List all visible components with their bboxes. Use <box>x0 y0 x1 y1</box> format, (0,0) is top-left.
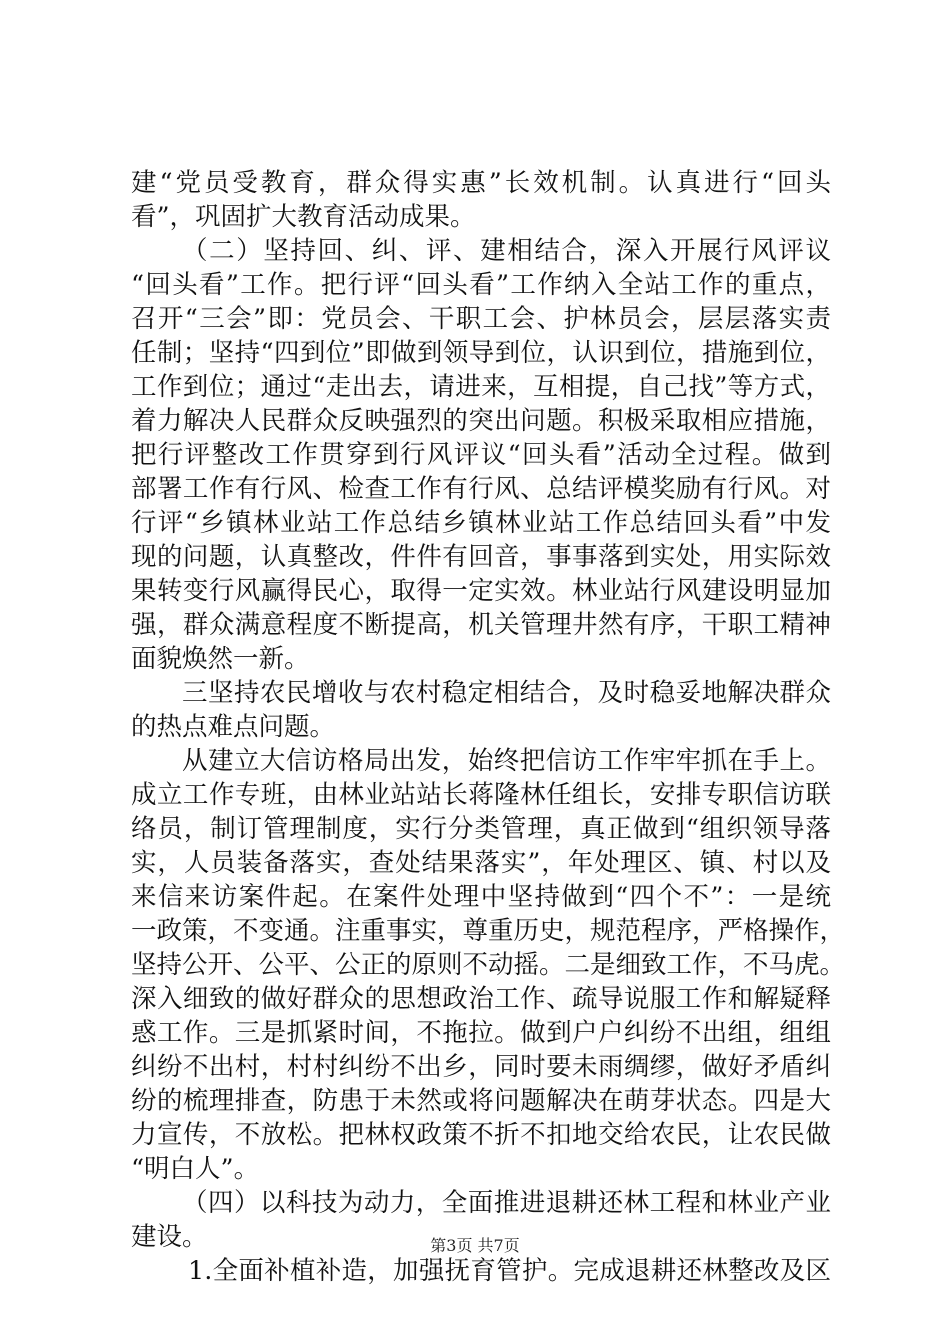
text-line: 纷的梳理排查，防患于未然或将问题解决在萌芽状态。四是大 <box>131 1086 831 1116</box>
text-line: 络员，制订管理制度，实行分类管理，真正做到“组织领导落 <box>131 814 831 844</box>
text-line: 的热点难点问题。 <box>131 712 336 742</box>
text-line: （二）坚持回、纠、评、建相结合，深入开展行风评议 <box>182 236 831 266</box>
text-line: 力宣传，不放松。把林权政策不折不扣地交给农民，让农民做 <box>131 1120 831 1150</box>
text-line: 惑工作。三是抓紧时间，不拖拉。做到户户纠纷不出组，组组 <box>131 1018 831 1048</box>
paragraph <box>131 676 831 744</box>
paragraph <box>131 1254 831 1288</box>
text-line: 一政策，不变通。注重事实，尊重历史，规范程序，严格操作， <box>131 916 846 946</box>
text-line: 建“党员受教育，群众得实惠”长效机制。认真进行“回头 <box>131 168 831 198</box>
text-line: “明白人”。 <box>131 1154 260 1184</box>
text-line: （四）以科技为动力，全面推进退耕还林工程和林业产业 <box>182 1188 831 1218</box>
text-line: 把行评整改工作贯穿到行风评议“回头看”活动全过程。做到 <box>131 440 831 470</box>
text-line: 果转变行风赢得民心，取得一定实效。林业站行风建设明显加 <box>131 576 831 606</box>
text-line: 任制；坚持“四到位”即做到领导到位，认识到位，措施到位， <box>131 338 831 368</box>
text-line: 1.全面补植补造，加强抚育管护。完成退耕还林整改及区 <box>188 1256 831 1286</box>
text-line: 从建立大信访格局出发，始终把信访工作牢牢抓在手上。 <box>182 746 831 776</box>
text-line: 深入细致的做好群众的思想政治工作、疏导说服工作和解疑释 <box>131 984 831 1014</box>
paragraph <box>131 234 831 676</box>
text-line: 强，群众满意程度不断提高，机关管理井然有序，干职工精神 <box>131 610 831 640</box>
text-line: 部署工作有行风、检查工作有行风、总结评模奖励有行风。对 <box>131 474 831 504</box>
text-line: 坚持公开、公平、公正的原则不动摇。二是细致工作，不马虎。 <box>131 950 846 980</box>
text-line: 纠纷不出村，村村纠纷不出乡，同时要未雨绸缪，做好矛盾纠 <box>131 1052 831 1082</box>
paragraph <box>131 166 831 234</box>
text-line: 工作到位；通过“走出去，请进来，互相提，自己找”等方式， <box>131 372 831 402</box>
text-line: “回头看”工作。把行评“回头看”工作纳入全站工作的重点， <box>131 270 831 300</box>
text-line: 成立工作专班，由林业站站长蒋隆林任组长，安排专职信访联 <box>131 780 831 810</box>
page-number-footer: 第3页 共7页 <box>430 1236 520 1255</box>
text-line: 现的问题，认真整改，件件有回音，事事落到实处，用实际效 <box>131 542 831 572</box>
text-line: 看”，巩固扩大教育活动成果。 <box>131 202 476 232</box>
document-body <box>131 166 846 1288</box>
text-line: 行评“乡镇林业站工作总结乡镇林业站工作总结回头看”中发 <box>131 508 831 538</box>
text-line: 面貌焕然一新。 <box>131 644 310 674</box>
text-line: 实，人员装备落实，查处结果落实”，年处理区、镇、村以及 <box>131 848 831 878</box>
text-line: 来信来访案件起。在案件处理中坚持做到“四个不”：一是统 <box>131 882 831 912</box>
text-line: 着力解决人民群众反映强烈的突出问题。积极采取相应措施， <box>131 406 831 436</box>
text-line: 建设。 <box>131 1222 208 1252</box>
text-line: 召开“三会”即：党员会、干职工会、护林员会，层层落实责 <box>131 304 831 334</box>
text-line: 三坚持农民增收与农村稳定相结合，及时稳妥地解决群众 <box>182 678 831 708</box>
paragraph <box>131 744 846 1186</box>
